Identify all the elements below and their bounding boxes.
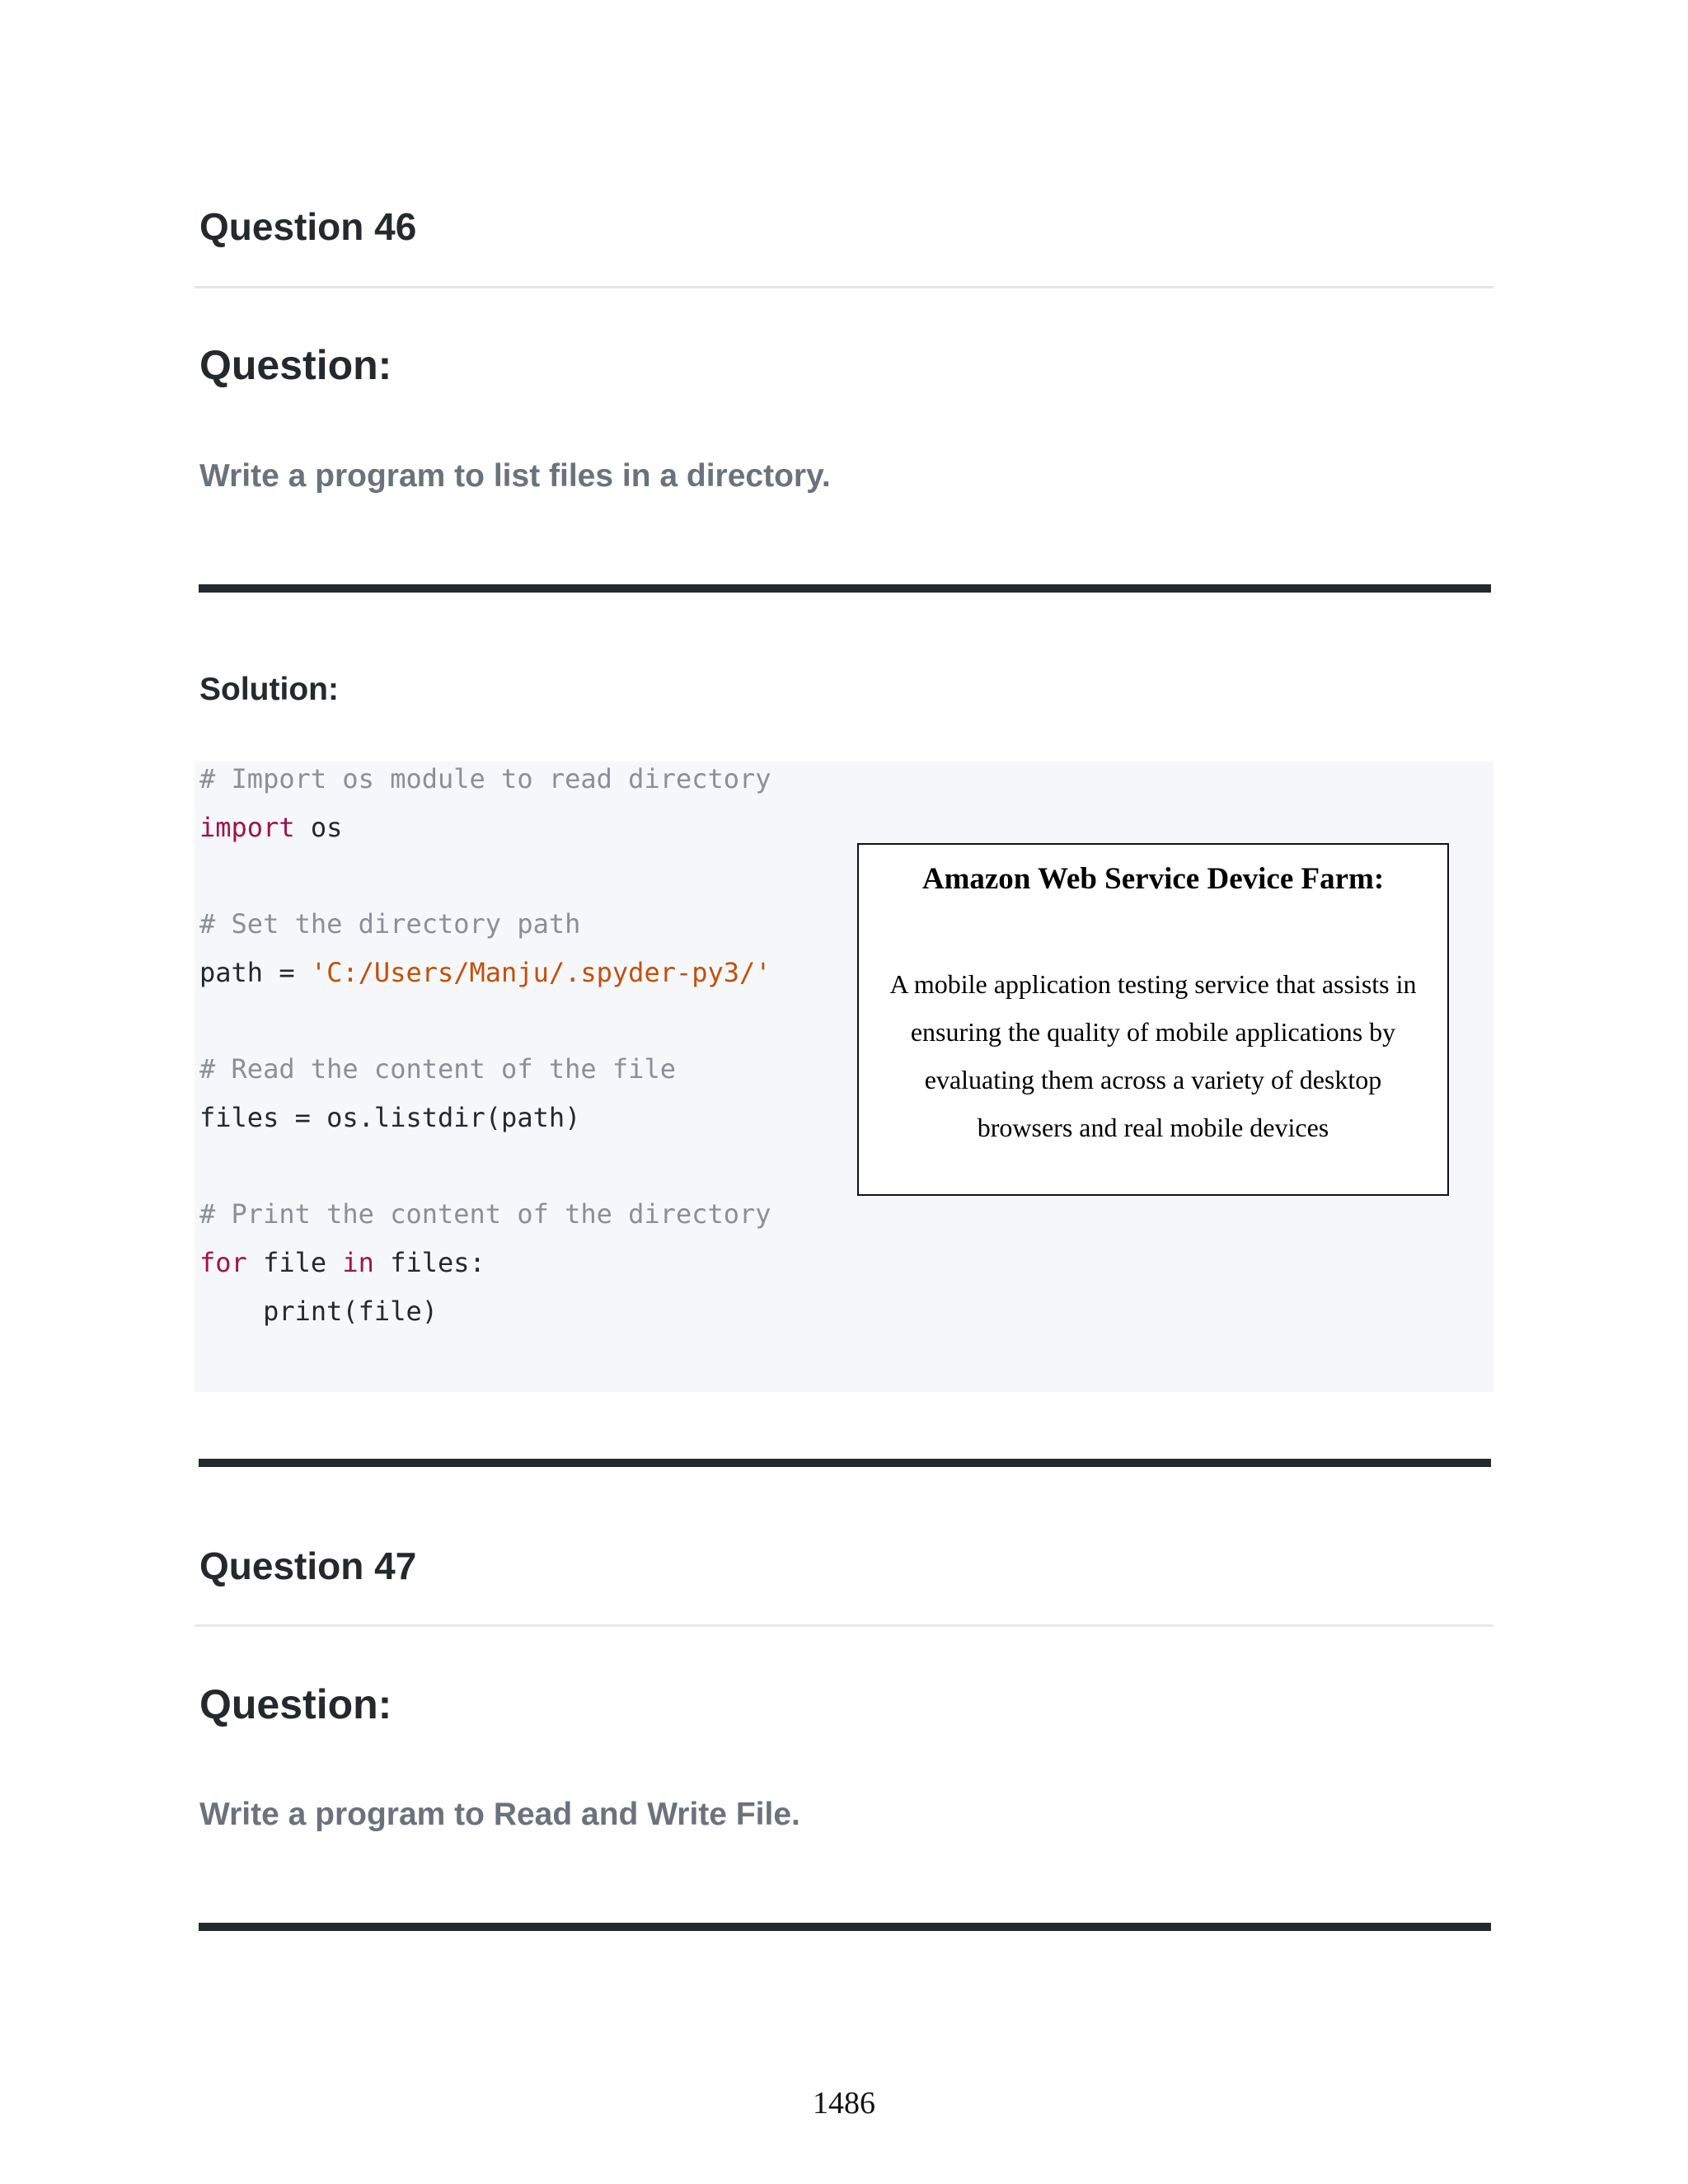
page-number: 1486 [813, 2086, 875, 2121]
code-line [199, 1053, 676, 1085]
code-keyword: import [199, 812, 295, 843]
section-divider [199, 584, 1491, 593]
code-string: 'C:/Users/Manju/.spyder-py3/' [310, 957, 771, 988]
code-comment: # Read the content of the file [199, 1053, 676, 1085]
section-divider [199, 1459, 1491, 1467]
solution-label: Solution: [199, 672, 339, 707]
question-47-heading: Question 47 [199, 1544, 417, 1587]
question-prompt: Write a program to list files in a directory. [199, 458, 831, 494]
code-text: file [246, 1247, 343, 1278]
code-line [199, 1104, 580, 1131]
code-keyword: in [342, 1247, 374, 1278]
heading-divider [195, 1624, 1493, 1627]
code-comment: # Set the directory path [199, 908, 581, 940]
code-line [199, 959, 771, 986]
code-line [199, 1296, 438, 1327]
code-line [199, 1198, 771, 1230]
code-keyword: for [199, 1247, 247, 1278]
question-label: Question: [199, 342, 392, 388]
code-text: path = [199, 957, 311, 988]
code-comment: # Print the content of the directory [199, 1198, 771, 1230]
heading-divider [195, 286, 1493, 288]
code-text: files = os.listdir(path) [199, 1102, 581, 1133]
code-text: print(file) [199, 1296, 438, 1327]
code-line [199, 814, 342, 841]
aws-device-farm-note [857, 843, 1449, 1196]
question-label: Question: [199, 1681, 392, 1727]
code-text: files: [373, 1247, 485, 1278]
code-text: os [294, 812, 343, 843]
section-divider [199, 1923, 1491, 1931]
code-line [199, 763, 771, 794]
code-comment: # Import os module to read directory [199, 763, 771, 794]
note-body: A mobile application testing service that assists in ensuring the quality of mobile applications by evaluating them across a variety of desktop browsers and real mobile devices [889, 969, 1417, 1142]
question-46-heading: Question 46 [199, 205, 417, 248]
note-title: Amazon Web Service Device Farm: [921, 862, 1385, 896]
code-line [199, 1249, 485, 1276]
question-prompt: Write a program to Read and Write File. [199, 1797, 800, 1832]
code-line [199, 908, 581, 940]
